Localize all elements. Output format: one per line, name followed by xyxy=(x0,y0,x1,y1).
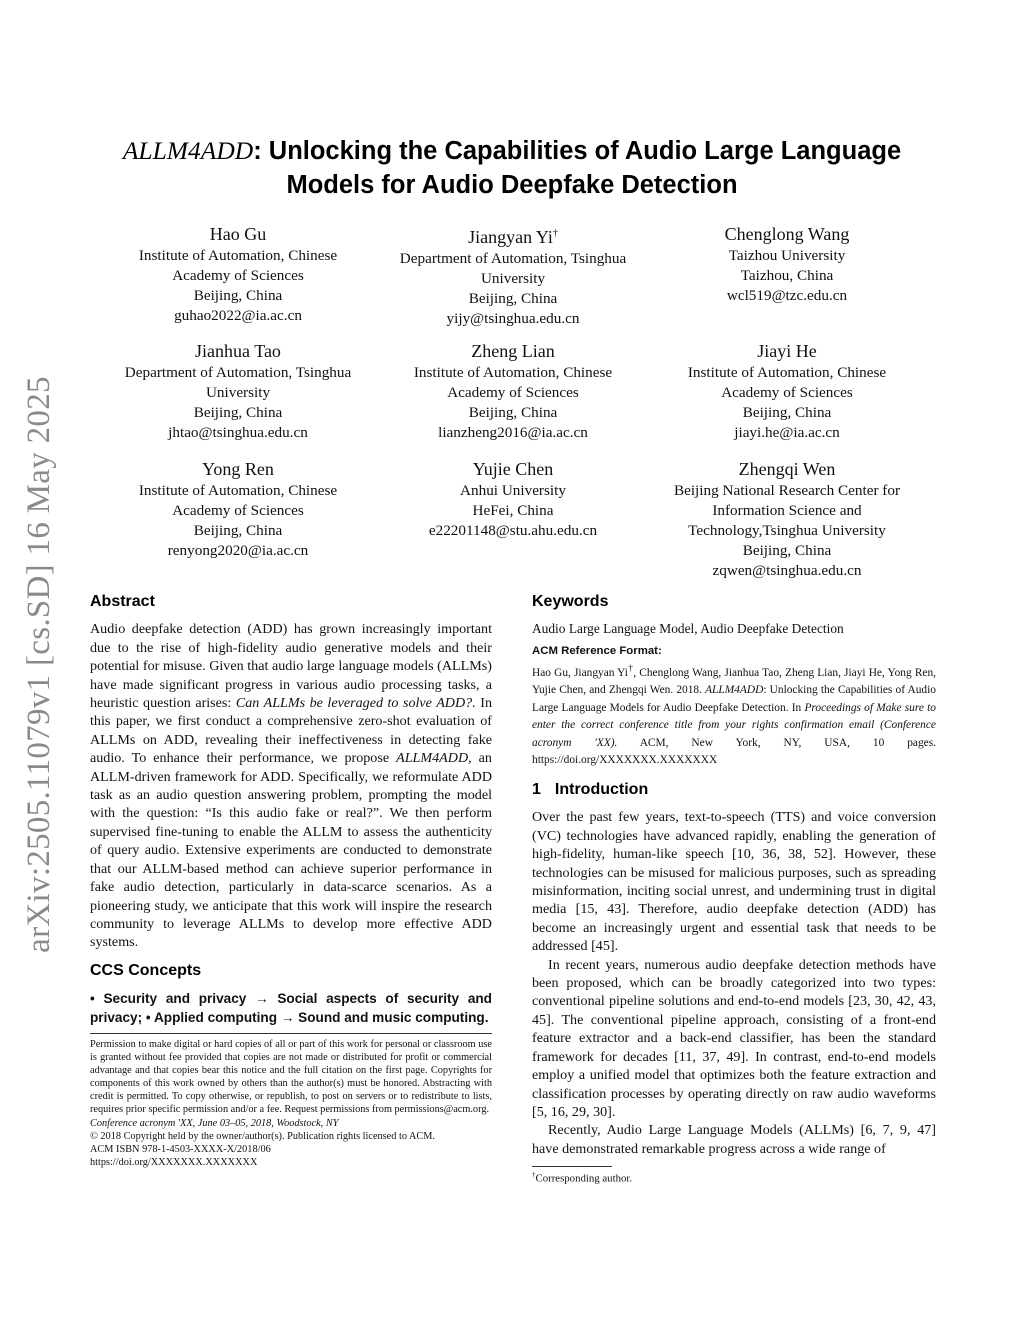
author-name: Zheng Lian xyxy=(471,341,555,361)
author-affiliation: Academy of Sciences xyxy=(172,502,304,519)
author-name: Hao Gu xyxy=(209,224,267,244)
author-name: Jianhua Tao xyxy=(195,341,281,361)
author-affiliation: Beijing National Research Center for xyxy=(673,482,901,499)
author-email: e22201148@stu.ahu.edu.cn xyxy=(428,522,598,539)
title-system-name: ALLM4ADD xyxy=(122,136,254,165)
permission-notice xyxy=(90,1033,492,1169)
author-block xyxy=(380,458,646,541)
abstract-system-name: ALLM4ADD xyxy=(396,750,469,767)
footnote-text: Corresponding author. xyxy=(535,1172,633,1185)
author-name: Yujie Chen xyxy=(472,459,554,479)
author-block xyxy=(380,340,646,443)
introduction-section xyxy=(532,781,936,1158)
author-affiliation: Institute of Automation, Chinese xyxy=(413,364,613,381)
author-name: Jiayi He xyxy=(757,341,817,361)
author-affiliation: Department of Automation, Tsinghua xyxy=(124,364,352,381)
corresponding-mark: † xyxy=(552,228,558,239)
author-email: renyong2020@ia.ac.cn xyxy=(167,542,309,559)
author-affiliation: Institute of Automation, Chinese xyxy=(138,247,338,264)
isbn-line: ACM ISBN 978-1-4503-XXXX-X/2018/06 xyxy=(90,1143,271,1155)
permission-text: Permission to make digital or hard copies of all or part of this work for personal or classroom use is granted without fee provided that copies are not made or distributed for profit or commercial advantage and that copies bear this notice and the full citation on the first page. Copyrights for components of this work owned by others than the author(s) must be honored. Abstracting with credit is permitted. To copy otherwise, or republish, to post on servers or to redistribute to lists, requires prior specific permission and/or a fee. Request permissions from permissions@acm.org. xyxy=(90,1039,492,1116)
author-location: Beijing, China xyxy=(193,287,283,304)
author-location: Beijing, China xyxy=(193,522,283,539)
introduction-heading: 1 Introduction xyxy=(532,781,649,798)
ccs-concepts-section xyxy=(90,962,492,1027)
author-block xyxy=(105,458,371,561)
author-email: jiayi.he@ia.ac.cn xyxy=(734,424,840,441)
abstract-body: Audio deepfake detection (ADD) has grown increasingly important due to the rise of high-fidelity audio generative models and their potential for misuse. Given that audio large language models (ALLMs) have made significant progress in various audio processing tasks, a heuristic question arises: Can ALLMs be leveraged to solve ADD?. In this paper, we first conduct a comprehensive zero-shot evaluation of ALLMs on ADD, revealing their ineffectiveness in detecting fake audio. To enhance their performance, we propose ALLM4ADD, an ALLM-driven framework for ADD. Specifically, we reformulate ADD task as an audio question answering problem, prompting the model with the question: “Is this audio fake or real?”. We then perform supervised fine-tuning to enable the ALLM to assess the authenticity of query audio. Extensive experiments are conducted to demonstrate that our ALLM-based method can achieve superior performance in fake audio detection, particularly in data-scarce scenarios. As a pioneering study, we anticipate that this work will inspire the research community to leverage ALLMs to develop more effective ADD systems. xyxy=(90,621,493,951)
author-affiliation: Taizhou University xyxy=(728,247,846,264)
author-affiliation: Technology,Tsinghua University xyxy=(688,522,886,539)
author-affiliation: Department of Automation, Tsinghua xyxy=(399,250,627,267)
acm-reference-text: Hao Gu, Jiangyan Yi†, Chenglong Wang, Jianhua Tao, Zheng Lian, Jiayi He, Yong Ren, Yujie Chen, and Zhengqi Wen. 2018. ALLM4ADD: Unlocking the Capabilities of Audio Large Language Models for Audio Deepfake Detection. In Proceedings of Make sure to enter the correct conference title from your rights confirmation email (Conference acronym 'XX). ACM, New York, NY, USA, 10 pages. https://doi.org/XXXXXXX.XXXXXXX xyxy=(532,663,937,767)
section-number: 1 xyxy=(532,781,541,798)
author-location: HeFei, China xyxy=(472,502,554,519)
author-email: zqwen@tsinghua.edu.cn xyxy=(712,562,862,579)
author-affiliation: Information Science and xyxy=(712,502,862,519)
keywords-text: Audio Large Language Model, Audio Deepfake Detection xyxy=(532,621,844,637)
author-affiliation: Academy of Sciences xyxy=(721,384,853,401)
intro-paragraph: Recently, Audio Large Language Models (ALLMs) [6, 7, 9, 47] have demonstrated remarkable progress across a wide range of xyxy=(532,1122,936,1157)
author-location: Beijing, China xyxy=(468,290,558,307)
footnote-mark: † xyxy=(532,1171,536,1179)
abstract-question: Can ALLMs be leveraged to solve ADD?. xyxy=(235,695,476,712)
author-location: Beijing, China xyxy=(742,404,832,421)
keywords-section xyxy=(532,593,936,639)
copyright-line: © 2018 Copyright held by the owner/author(s). Publication rights licensed to ACM. xyxy=(90,1130,436,1142)
doi-line: https://doi.org/XXXXXXX.XXXXXXX xyxy=(90,1156,258,1168)
title-line2: Models for Audio Deepfake Detection xyxy=(286,171,738,199)
paper-title xyxy=(80,134,944,202)
author-name: Zhengqi Wen xyxy=(738,459,836,479)
author-affiliation: Anhui University xyxy=(460,482,566,499)
author-affiliation: Academy of Sciences xyxy=(447,384,579,401)
keywords-heading: Keywords xyxy=(532,593,609,610)
author-location: Taizhou, China xyxy=(740,267,834,284)
author-block xyxy=(652,340,922,443)
author-email: guhao2022@ia.ac.cn xyxy=(174,307,302,324)
conference-info: Conference acronym 'XX, June 03–05, 2018, Woodstock, NY xyxy=(90,1117,339,1129)
author-name: Jiangyan Yi xyxy=(468,227,553,247)
author-name: Chenglong Wang xyxy=(724,224,850,244)
author-affiliation: University xyxy=(205,384,271,401)
author-email: lianzheng2016@ia.ac.cn xyxy=(438,424,588,441)
author-block xyxy=(380,223,646,329)
author-email: yijy@tsinghua.edu.cn xyxy=(446,310,580,327)
author-location: Beijing, China xyxy=(468,404,558,421)
author-location: Beijing, China xyxy=(193,404,283,421)
author-affiliation: Institute of Automation, Chinese xyxy=(138,482,338,499)
abstract-section xyxy=(90,593,492,952)
ccs-heading: CCS Concepts xyxy=(90,962,202,979)
author-affiliation: Academy of Sciences xyxy=(172,267,304,284)
footnote-rule xyxy=(532,1166,612,1167)
abstract-heading: Abstract xyxy=(90,593,155,610)
author-email: wcl519@tzc.edu.cn xyxy=(726,287,848,304)
author-location: Beijing, China xyxy=(742,542,832,559)
arxiv-identifier-stamp xyxy=(14,368,64,960)
intro-paragraph: Over the past few years, text-to-speech (TTS) and voice conversion (VC) technologies have advanced rapidly, enabling the generation of high-fidelity, human-like speech [10, 36, 38, 52]. However, these technologies can be misused for malicious purposes, such as spreading misinformation, inciting social unrest, and undermining trust in digital media [15, 43]. Therefore, audio deepfake detection (ADD) has become an increasingly urgent and essential task that needs to be addressed [45]. xyxy=(532,809,936,955)
arxiv-id-text: arXiv:2505.11079v1 [cs.SD] 16 May 2025 xyxy=(20,375,57,953)
footnote xyxy=(532,1171,632,1185)
intro-paragraph: In recent years, numerous audio deepfake detection methods have been proposed, which can be broadly categorized into two types: conventional pipeline solutions and end-to-end models [23, 30, 42, 43, 45]. The conventional pipeline approach, consisting of a front-end feature extractor and a back-end classifier, has been the standard framework for decades [11, 37, 49]. In contrast, end-to-end models employ a unified model that optimizes both the feature extraction and classification processes by operating directly on raw audio waveforms [5, 16, 29, 30]. xyxy=(532,956,936,1120)
author-block xyxy=(105,340,371,443)
author-affiliation: University xyxy=(480,270,546,287)
author-email: jhtao@tsinghua.edu.cn xyxy=(168,424,308,441)
author-affiliation: Institute of Automation, Chinese xyxy=(687,364,887,381)
author-name: Yong Ren xyxy=(202,459,274,479)
author-block xyxy=(652,458,922,581)
acm-reference-format xyxy=(532,643,936,770)
title-line1-rest: : Unlocking the Capabilities of Audio Large Language xyxy=(253,137,902,165)
ccs-concepts-text: • Security and privacy → Social aspects of security and privacy; • Applied computing → Sound and music computing. xyxy=(90,991,492,1026)
acm-reference-heading: ACM Reference Format: xyxy=(532,645,662,657)
author-block xyxy=(105,223,371,326)
author-block xyxy=(652,223,922,306)
